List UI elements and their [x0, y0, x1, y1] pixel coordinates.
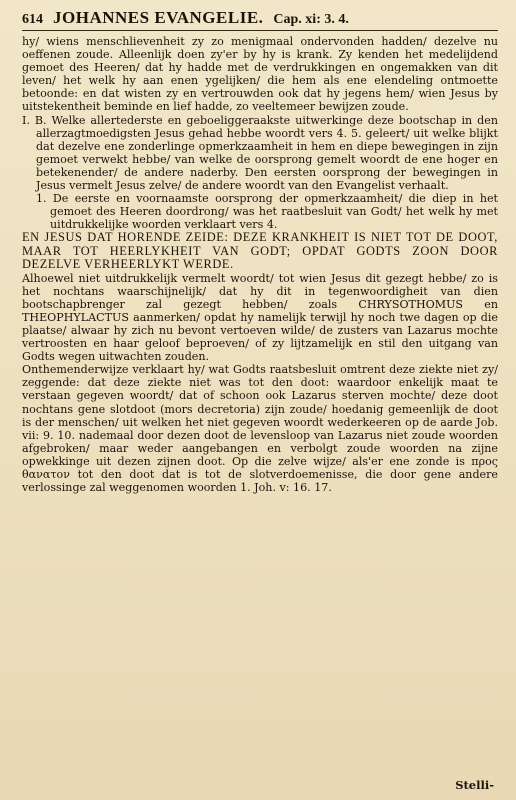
catchword: Stelli-	[455, 778, 494, 792]
chapter-reference: Cap. xi: 3. 4.	[273, 12, 349, 27]
paragraph-intro: hy/ wiens menschlievenheit zy zo menigmaal ondervonden hadden/ dezelve nu oeffenen zoude. Alleenlijk doen zy'er by hy is krank. Zy kenden het medelijdend gemoet des Heeren/ dat hy hadde met de verdrukkingen en ongemakken van dit leven/ het welk hy aan enen ygelijken/ die hem als ene elendeling ontmoette betoonde: en dat wisten zy en vertrouwden ook dat hy jegens hem/ wien Jesus by uitstekentheit beminde en lief hadde, zo veeltemeer bewijzen zoude.	[22, 35, 498, 114]
paragraph-section-ib: I. B. Welke allertederste en geboeliggeraakste uitwerkinge deze bootschap in den allerzagtmoedigsten Jesus gehad hebbe woordt vers 4. 5. geleert/ uit welke blijkt dat dezelve ene zonderlinge opmerkzaamheit in hem en diepe bewegingen in zijn gemoet verwekt hebbe/ van welke de oorsprong gemelt woordt de ene hoger en betekenender/ de andere naderby. Den eersten oorsprong der bewegingen in Jesus vermelt Jesus zelve/ de andere woordt van den Evangelist verhaalt.	[22, 113, 498, 193]
running-title: JOHANNES EVANGELIE.	[53, 8, 264, 27]
scripture-quote: EN JESUS DAT HORENDE ZEIDE: DEZE KRANKHEIT IS NIET TOT DE DOOT, MAAR TOT HEERLYKHEIT VAN GODT; OPDAT GODTS ZOON DOOR DEZELVE VERHEERLYKT WERDE.	[22, 230, 498, 272]
paragraph-commentary-1: Alhoewel niet uitdrukkelijk vermelt woordt/ tot wien Jesus dit gezegt hebbe/ zo is het nochtans waarschijnelijk/ dat hy dit in tegenwoordigheit van dien bootschapbrenger zal gezegt hebben/ zoals CHRYSOTHOMUS en THEOPHYLACTUS aanmerken/ opdat hy namelijk terwijl hy noch twe dagen op die plaatse/ alwaar hy zich nu bevont vertoeven wilde/ de zusters van Lazarus mochte vertroosten en haar geloof beproeven/ of zy lijtzamelijk en stil den uitgang van Godts wegen uitwachten zouden.	[22, 271, 498, 364]
paragraph-commentary-2: Onthemenderwijze verklaart hy/ wat Godts raatsbesluit omtrent deze ziekte niet zy/ zeggende: dat deze ziekte niet was tot den doot: waardoor enkelijk maat te verstaan gegeven woordt/ dat of schoon ook Lazarus sterven mochte/ deze doot nochtans gene slotdoot (mors decretoria) zijn zoude/ hoedanig gemeenlijk de doot is der menschen/ uit welken het niet gegeven woordt wederkeeren op de aarde Job. vii: 9. 10. nademaal door dezen doot de levensloop van Lazarus niet zoude woorden afgebroken/ maar weder aangebangen en verbolgt zoude woorden na zijne opwekkinge uit dezen zijnen doot. Op die zelve wijze/ als'er ene zonde is προς θανατον tot den doot dat is tot de slotverdoemenisse, die door gene andere verlossinge zal weggenomen woorden 1. Joh. v: 16. 17.	[22, 363, 498, 495]
page-body	[22, 35, 498, 494]
running-header	[22, 8, 498, 31]
paragraph-point-1: 1. De eerste en voornaamste oorsprong der opmerkzaamheit/ die diep in het gemoet des Heeren doordrong/ was het raatbesluit van Godt/ het welk hy met uitdrukkelijke woorden verklaart vers 4.	[36, 192, 498, 232]
page-number: 614	[22, 12, 43, 27]
